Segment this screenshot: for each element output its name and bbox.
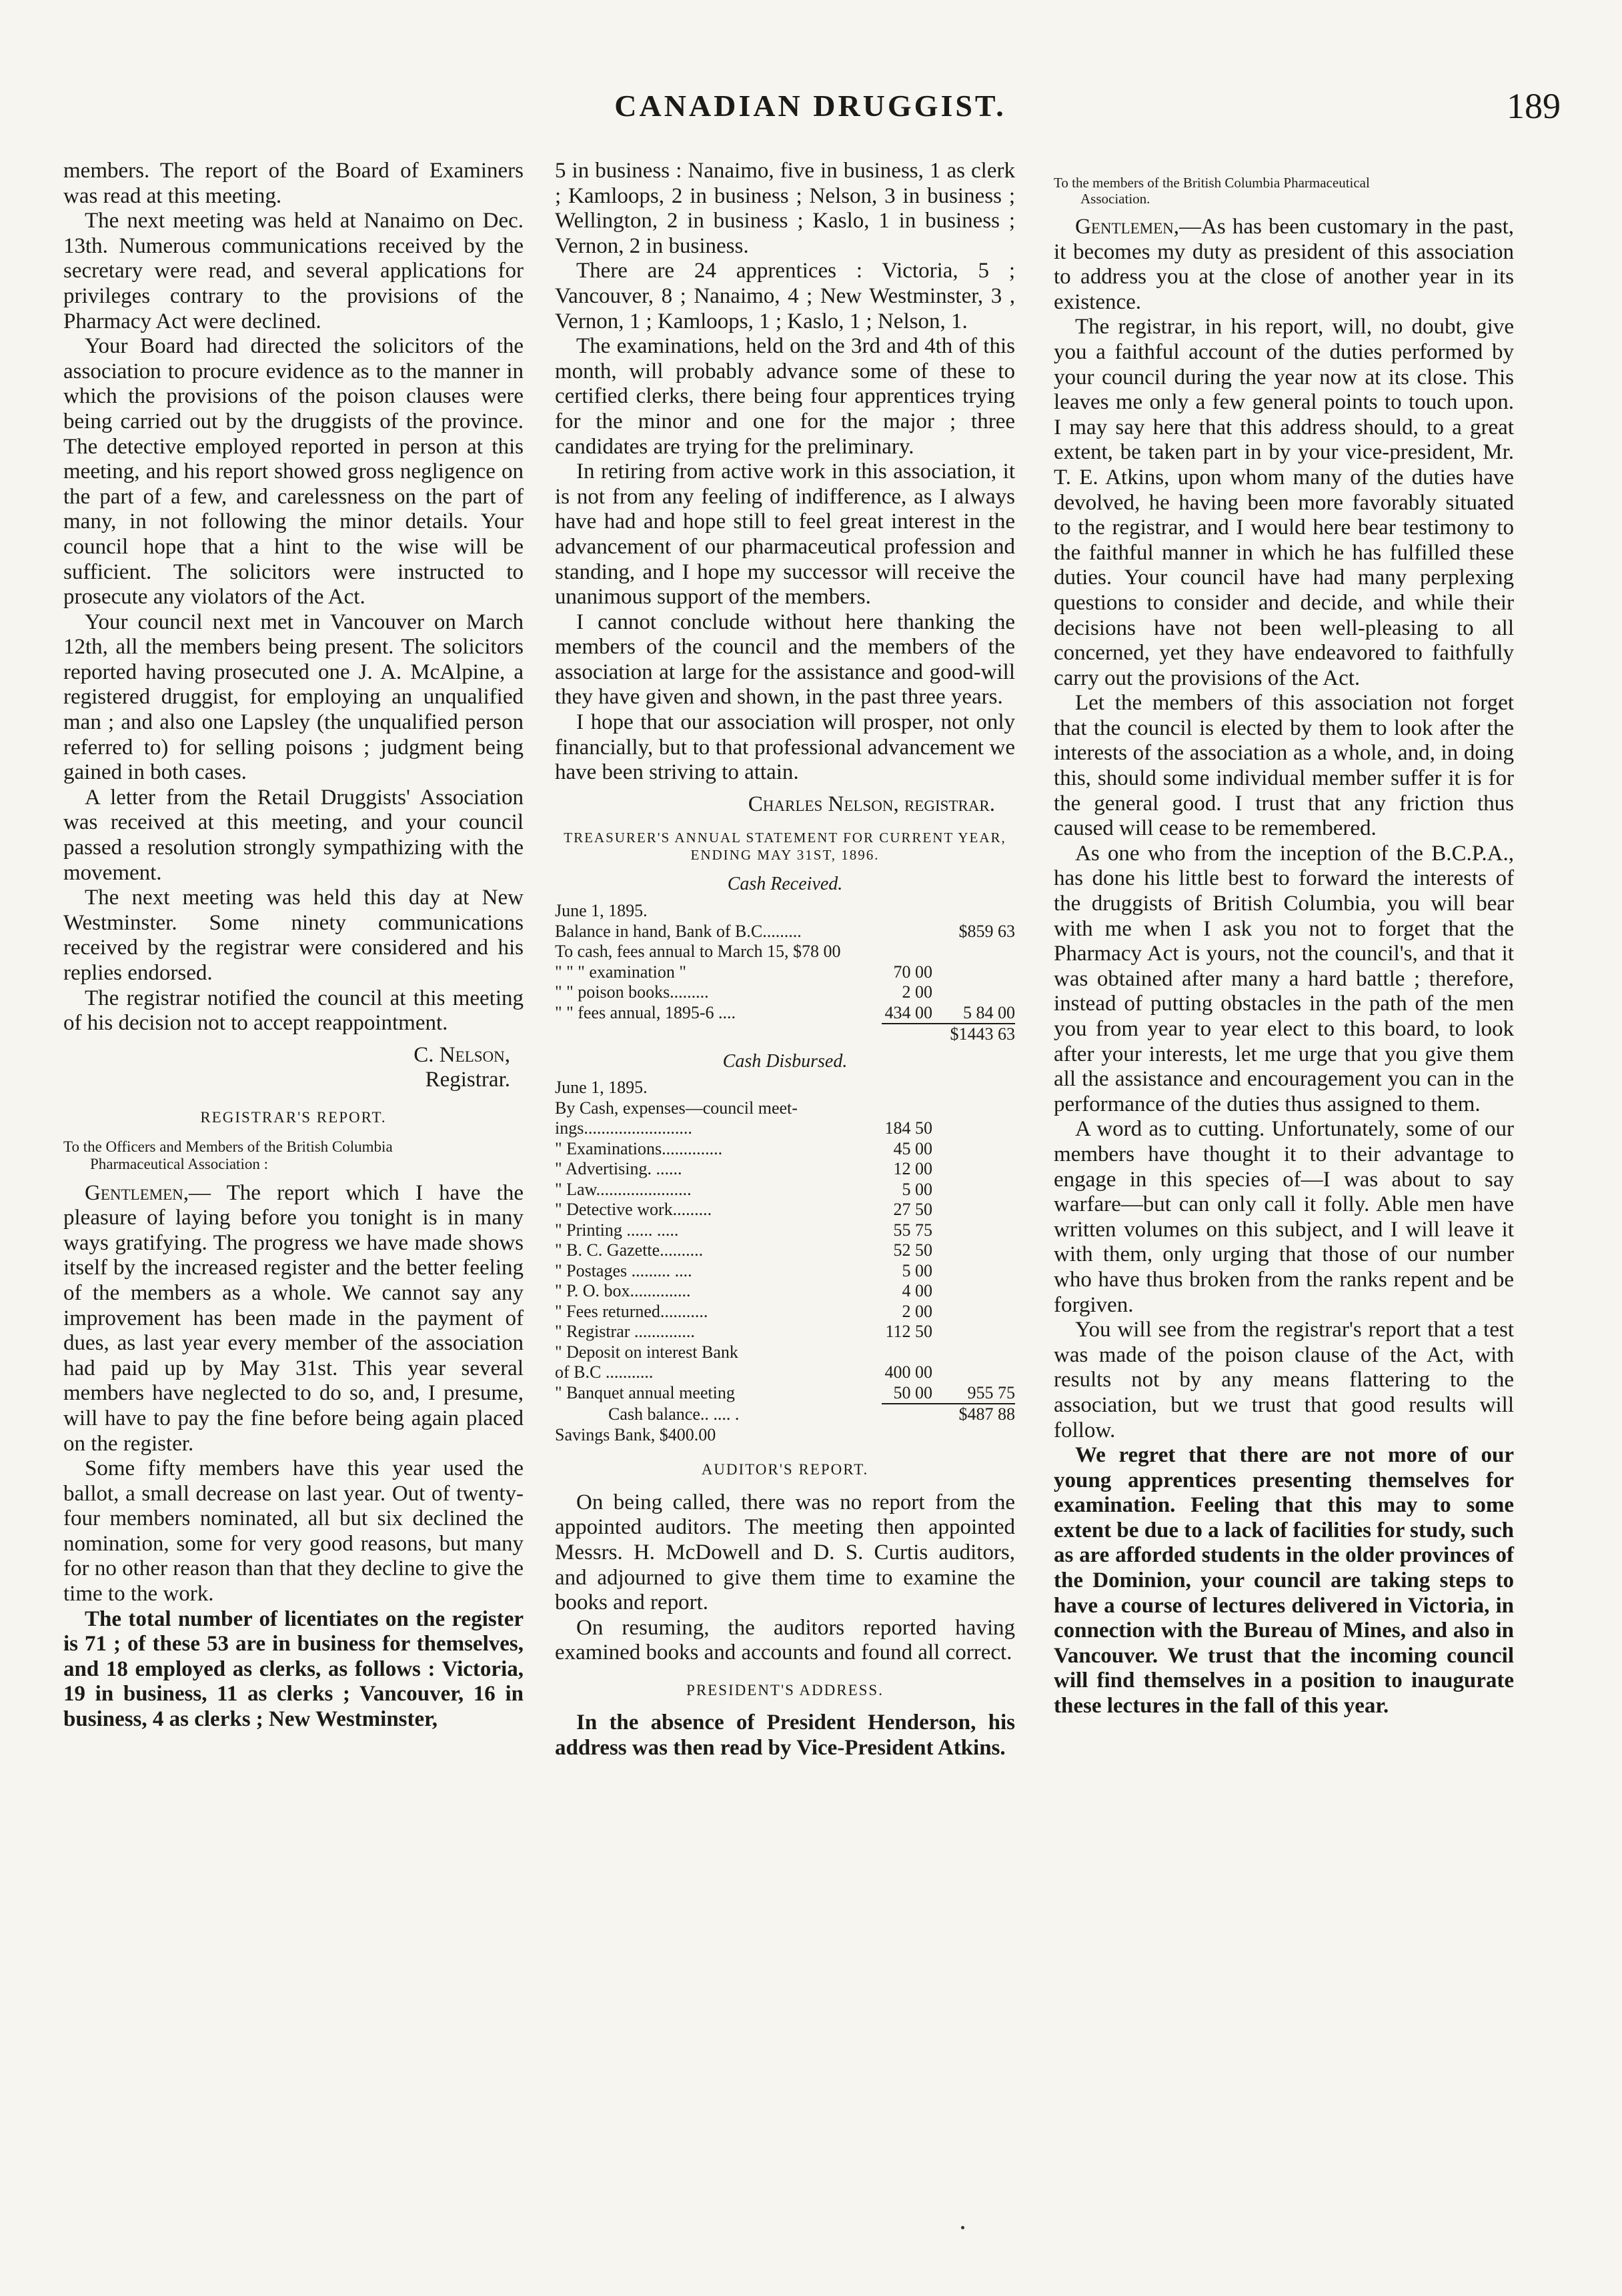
ledger-description: " " fees annual, 1895-6 .... bbox=[555, 1002, 736, 1022]
ledger-amount bbox=[871, 1342, 932, 1363]
ledger-subtotal bbox=[932, 1342, 1015, 1363]
ledger-amount bbox=[871, 901, 932, 922]
ledger-subtotal bbox=[932, 1118, 1015, 1139]
salutation bbox=[1054, 175, 1514, 207]
ledger-amount: 12 00 bbox=[893, 1159, 932, 1179]
paragraph: The next meeting was held this day at New Westminster. Some ninety communications received by the registrar were considered and his replies endorsed. bbox=[63, 886, 524, 985]
ledger-subtotal bbox=[932, 901, 1015, 922]
ledger-description: " Deposit on interest Bank bbox=[555, 1342, 738, 1362]
ledger-amount: 434 00 bbox=[884, 1002, 932, 1022]
ledger-subtotal bbox=[932, 1098, 1015, 1119]
ledger-disbursed bbox=[555, 1078, 1015, 1403]
ledger-amount: 52 50 bbox=[893, 1240, 932, 1260]
paragraph: members. The report of the Board of Examiners was read at this meeting. bbox=[63, 159, 524, 208]
ledger-subheading: Cash Disbursed. bbox=[722, 1050, 848, 1072]
paragraph: Your council next met in Vancouver on March 12th, all the members being present. The solicitors reported having prosecuted one J. A. McAlpine, a registered druggist, for employing an unqualified man ; and also one Lapsley (the unqualified person referred to) for selling poisons ; judgment being gained in both cases. bbox=[63, 610, 524, 785]
ledger-amount: 55 75 bbox=[893, 1220, 932, 1240]
paragraph: In the absence of President Henderson, his address was then read by Vice-President Atkins. bbox=[555, 1710, 1015, 1761]
paragraph: On resuming, the auditors reported having examined books and accounts and found all correct. bbox=[555, 1615, 1015, 1665]
ledger-description: " B. C. Gazette.......... bbox=[555, 1240, 704, 1260]
ledger-subtotal bbox=[932, 1180, 1015, 1200]
ledger-description: ings......................... bbox=[555, 1118, 692, 1138]
ledger-description: " Law...................... bbox=[555, 1179, 692, 1199]
ledger-received bbox=[555, 901, 1015, 1023]
paragraph: A letter from the Retail Druggists' Association was received at this meeting, and your council passed a resolution strongly sympathizing with the movement. bbox=[63, 785, 524, 885]
ledger-description: " Examinations.............. bbox=[555, 1138, 723, 1158]
paragraph: A word as to cutting. Unfortunately, some of our members have thought it to their advantage to engage in this species of—I was about to say warfare—but can only call it folly. Able men have written volumes on this subject, and I will leave it with them, only urging that those of our number who have thus broken from the ranks repent and be forgiven. bbox=[1054, 1117, 1514, 1317]
savings-line: Savings Bank, $400.00 bbox=[555, 1424, 716, 1444]
paragraph: The examinations, held on the 3rd and 4th of this month, will probably advance some of these to certified clerks, there being four apprentices trying for the minor and one for the major ; three candidates are trying for the preliminary. bbox=[555, 334, 1015, 459]
paragraph: The registrar notified the council at this meeting of his decision not to accept reappointment. bbox=[63, 986, 524, 1036]
paragraph: There are 24 apprentices : Victoria, 5 ; Vancouver, 8 ; Nanaimo, 4 ; New Westminster, 3 , Vernon, 1 ; Kamloops, 1 ; Kaslo, 1 ; Nelson, 1. bbox=[555, 259, 1015, 333]
paragraph: The next meeting was held at Nanaimo on Dec. 13th. Numerous communications received by the secretary were read, and several applications for privileges contrary to the provisions of the Pharmacy Act were declined. bbox=[63, 209, 524, 333]
ledger-row bbox=[555, 1383, 1015, 1404]
paragraph: You will see from the registrar's report that a test was made of the poison clause of the Act, with results not by any means flattering to the association, but we trust that good results will follow. bbox=[1054, 1318, 1514, 1442]
ledger-row bbox=[555, 1240, 1015, 1261]
page-number: 189 bbox=[1507, 86, 1561, 126]
signature: Charles Nelson, registrar. bbox=[748, 792, 995, 816]
paragraph bbox=[1054, 215, 1514, 315]
ledger-description: " Fees returned........... bbox=[555, 1301, 708, 1321]
journal-title: CANADIAN DRUGGIST. bbox=[614, 89, 1006, 123]
paragraph: Some fifty members have this year used the ballot, a small decrease on last year. Out of twenty-four members nominated, all but six declined the nomination, some for very good reasons, but many for no other reason than that they decline to give the time to the work. bbox=[63, 1456, 524, 1606]
ledger-row bbox=[555, 901, 1015, 922]
ledger-subtotal bbox=[932, 1159, 1015, 1180]
page-header bbox=[60, 85, 1561, 132]
ledger-description: " Registrar .............. bbox=[555, 1322, 695, 1342]
section-heading: PRESIDENT'S ADDRESS. bbox=[686, 1681, 884, 1698]
ledger-amount: 50 00 bbox=[893, 1382, 932, 1402]
ledger-amount bbox=[871, 942, 932, 962]
signature-name: C. Nelson, bbox=[414, 1042, 510, 1067]
ledger-description: Balance in hand, Bank of B.C......... bbox=[555, 921, 802, 941]
column-3 bbox=[1054, 175, 1514, 1719]
ledger-description: " Advertising. ...... bbox=[555, 1159, 682, 1179]
ledger-subtotal bbox=[932, 1078, 1015, 1098]
ledger-amount: 400 00 bbox=[884, 1362, 932, 1382]
ledger-row bbox=[555, 1098, 1015, 1119]
ledger-row bbox=[555, 1302, 1015, 1322]
ledger-row bbox=[555, 1362, 1015, 1383]
ledger-total-row bbox=[555, 1024, 1015, 1045]
ledger-description: " Printing ...... ..... bbox=[555, 1220, 679, 1240]
paragraph: Your Board had directed the solicitors of the association to procure evidence as to the manner in which the provisions of the poison clauses were being carried out by the druggists of the province. The detective employed reported in person at this meeting, and his report showed gross negligence on the part of a few, and carelessness on the part of many, in not following the minor details. Your council hope that a hint to the wise will be sufficient. The solicitors were instructed to prosecute any violators of the Act. bbox=[63, 334, 524, 610]
ledger-subheading: Cash Received. bbox=[727, 874, 843, 895]
ledger-row bbox=[555, 1322, 1015, 1342]
ledger-amount: 184 50 bbox=[884, 1118, 932, 1138]
ledger-balance-row bbox=[555, 1404, 1015, 1425]
ledger-subtotal bbox=[932, 962, 1015, 983]
ledger-row bbox=[555, 942, 1015, 962]
ledger-subtotal bbox=[932, 1220, 1015, 1241]
paragraph: As one who from the inception of the B.C.P.A., has done his little best to forward the interests of the druggists of British Columbia, you will bear with me when I ask you not to forget that the Pharmacy Act is yours, not the council's, and that it was obtained after many a hard battle ; therefore, instead of putting obstacles in the path of the men you from year to year elect to this board, to look after your interests, let me urge that you give them all the assistance and encouragement you can in the performance of the duties thus assigned to them. bbox=[1054, 841, 1514, 1116]
paragraph-text: —As has been customary in the past, it becomes my duty as president of this association to address you at the close of another year in its existence. bbox=[1054, 215, 1514, 314]
ledger-row bbox=[555, 1200, 1015, 1220]
ledger-amount: 2 00 bbox=[902, 982, 932, 1002]
salutation-line: To the Officers and Members of the British Columbia bbox=[63, 1138, 393, 1155]
ledger-balance-label: Cash balance.. .... . bbox=[608, 1404, 740, 1424]
ledger-row bbox=[555, 1180, 1015, 1200]
ledger-subtotal: 5 84 00 bbox=[963, 1002, 1015, 1022]
ledger-description: By Cash, expenses—council meet- bbox=[555, 1098, 798, 1118]
ledger-row bbox=[555, 1159, 1015, 1180]
salutation bbox=[63, 1138, 524, 1173]
salutation-line: To the members of the British Columbia Pharmaceutical bbox=[1054, 175, 1370, 191]
signature-title: Registrar. bbox=[425, 1068, 510, 1092]
ledger-subtotal bbox=[932, 1261, 1015, 1282]
ledger-subtotal: 955 75 bbox=[967, 1382, 1015, 1402]
salutation-line: Pharmaceutical Association : bbox=[90, 1155, 268, 1172]
paragraph: Let the members of this association not forget that the council is elected by them to look after the interests of the association as a whole, and, in doing this, should some individual member suffer it is for the general good. I trust that any friction thus caused will cease to be remembered. bbox=[1054, 691, 1514, 841]
paragraph: On being called, there was no report from the appointed auditors. The meeting then appointed Messrs. H. McDowell and D. S. Curtis auditors, and adjourned to give them time to examine the books and report. bbox=[555, 1490, 1015, 1615]
ledger-subtotal bbox=[932, 1362, 1015, 1383]
ledger-row bbox=[555, 1003, 1015, 1024]
section-heading: AUDITOR'S REPORT. bbox=[701, 1461, 869, 1478]
ledger-description: " Banquet annual meeting bbox=[555, 1382, 735, 1402]
ledger-balance: $487 88 bbox=[958, 1404, 1015, 1424]
paragraph-text: — The report which I have the pleasure of laying before you tonight is in many ways gratifying. The progress we have made shows itself by the increased register and the better feeling of the members as a whole. We cannot say any improvement has been made in the payment of dues, as last year every member of the association had paid up by May 31st. This year several members have neglected to do so, and, I presume, will have to pay the fine before being again placed on the register. bbox=[63, 1180, 524, 1456]
ledger-subtotal bbox=[932, 1281, 1015, 1302]
ledger-amount: 5 00 bbox=[902, 1260, 932, 1280]
ledger-description: of B.C ........... bbox=[555, 1362, 654, 1382]
ledger-row bbox=[555, 1139, 1015, 1160]
ledger-row bbox=[555, 1220, 1015, 1241]
ledger-row bbox=[555, 1078, 1015, 1098]
ledger-amount bbox=[871, 1098, 932, 1119]
ledger-subtotal bbox=[932, 1302, 1015, 1322]
paragraph: I cannot conclude without here thanking the members of the council and the members of the association at large for the assistance and good-will they have given and shown, in the past three years. bbox=[555, 610, 1015, 710]
ledger-amount: 27 50 bbox=[893, 1200, 932, 1220]
ledger-amount bbox=[871, 922, 932, 942]
greeting: Gentlemen, bbox=[85, 1180, 189, 1205]
ledger-row bbox=[555, 1281, 1015, 1302]
column-2 bbox=[555, 159, 1015, 1761]
paragraph: In retiring from active work in this association, it is not from any feeling of indifference, as I always have had and hope still to feel great interest in the advancement of our pharmaceutical profession and standing, and I hope my successor will receive the unanimous support of the members. bbox=[555, 459, 1015, 610]
salutation-line: Association. bbox=[1080, 191, 1150, 207]
ledger-description: June 1, 1895. bbox=[555, 901, 648, 921]
ledger-row bbox=[555, 962, 1015, 983]
ledger-subtotal: $859 63 bbox=[958, 921, 1015, 941]
ledger-subtotal bbox=[932, 982, 1015, 1003]
ledger-amount: 4 00 bbox=[902, 1281, 932, 1301]
ledger-description: " " poison books......... bbox=[555, 982, 709, 1002]
section-heading: REGISTRAR'S REPORT. bbox=[200, 1108, 387, 1126]
ledger-description: " P. O. box.............. bbox=[555, 1281, 691, 1301]
paragraph: The total number of licentiates on the register is 71 ; of these 53 are in business for themselves, and 18 employed as clerks, as follows : Victoria, 19 in business, 11 as clerks ; Vancouver, 16 in business, 4 as clerks ; New Westminster, bbox=[63, 1606, 524, 1732]
ledger-description: To cash, fees annual to March 15, $78 00 bbox=[555, 942, 841, 962]
signature bbox=[63, 1043, 524, 1093]
ledger-amount: 70 00 bbox=[893, 962, 932, 982]
ledger-subtotal bbox=[932, 942, 1015, 962]
ledger-description: " Detective work......... bbox=[555, 1200, 712, 1220]
ledger-row bbox=[555, 1261, 1015, 1282]
paragraph bbox=[63, 1181, 524, 1457]
ledger-description: " Postages ......... .... bbox=[555, 1260, 692, 1280]
printers-mark bbox=[961, 2226, 964, 2229]
ledger-amount: 45 00 bbox=[893, 1138, 932, 1158]
ledger-subtotal bbox=[932, 1200, 1015, 1220]
paragraph: We regret that there are not more of our young apprentices presenting themselves for examination. Feeling that this may to some extent be due to a lack of facilities for study, such as are afforded students in the older provinces of the Dominion, your council are taking steps to have a course of lectures delivered in Victoria, in connection with the Bureau of Mines, and also in Vancouver. We trust that the incoming council will find themselves in a position to inaugurate these lectures in the fall of this year. bbox=[1054, 1443, 1514, 1718]
ledger-total: $1443 63 bbox=[950, 1024, 1015, 1044]
ledger-subtotal bbox=[932, 1139, 1015, 1160]
paragraph: The registrar, in his report, will, no doubt, give you a faithful account of the duties performed by your council during the year now at its close. This leaves me only a few general points to touch upon. I may say here that this address should, to a great extent, be taken part in by your vice-president, Mr. T. E. Atkins, upon whom many of the duties have devolved, he having been more favorably situated to the registrar, and I would here bear testimony to the faithful manner in which he has fulfilled these duties. Your council have had many perplexing questions to consider and decide, and while their decisions have not been well-pleasing to all concerned, yet they have endeavored to faithfully carry out the provisions of the Act. bbox=[1054, 315, 1514, 690]
greeting: Gentlemen, bbox=[1075, 215, 1179, 239]
section-heading: TREASURER'S ANNUAL STATEMENT FOR CURRENT YEAR, ENDING MAY 31ST, 1896. bbox=[564, 830, 1006, 864]
column-1 bbox=[63, 159, 524, 1733]
paragraph: 5 in business : Nanaimo, five in business, 1 as clerk ; Kamloops, 2 in business ; Nelson, 3 in business ; Wellington, 2 in business ; Kaslo, 1 in business ; Vernon, 2 in business. bbox=[555, 159, 1015, 258]
ledger-description: June 1, 1895. bbox=[555, 1078, 648, 1098]
ledger-row bbox=[555, 1342, 1015, 1363]
ledger-subtotal bbox=[932, 1240, 1015, 1261]
paragraph: I hope that our association will prosper, not only financially, but to that professional advancement we have been striving to attain. bbox=[555, 710, 1015, 785]
ledger-row bbox=[555, 922, 1015, 942]
ledger-description: " " " examination " bbox=[555, 962, 686, 982]
ledger-row bbox=[555, 1118, 1015, 1139]
ledger-amount bbox=[871, 1078, 932, 1098]
ledger-row bbox=[555, 982, 1015, 1003]
ledger-amount: 2 00 bbox=[902, 1301, 932, 1321]
ledger-amount: 5 00 bbox=[902, 1179, 932, 1199]
ledger-subtotal bbox=[932, 1322, 1015, 1342]
ledger-amount: 112 50 bbox=[885, 1322, 932, 1342]
